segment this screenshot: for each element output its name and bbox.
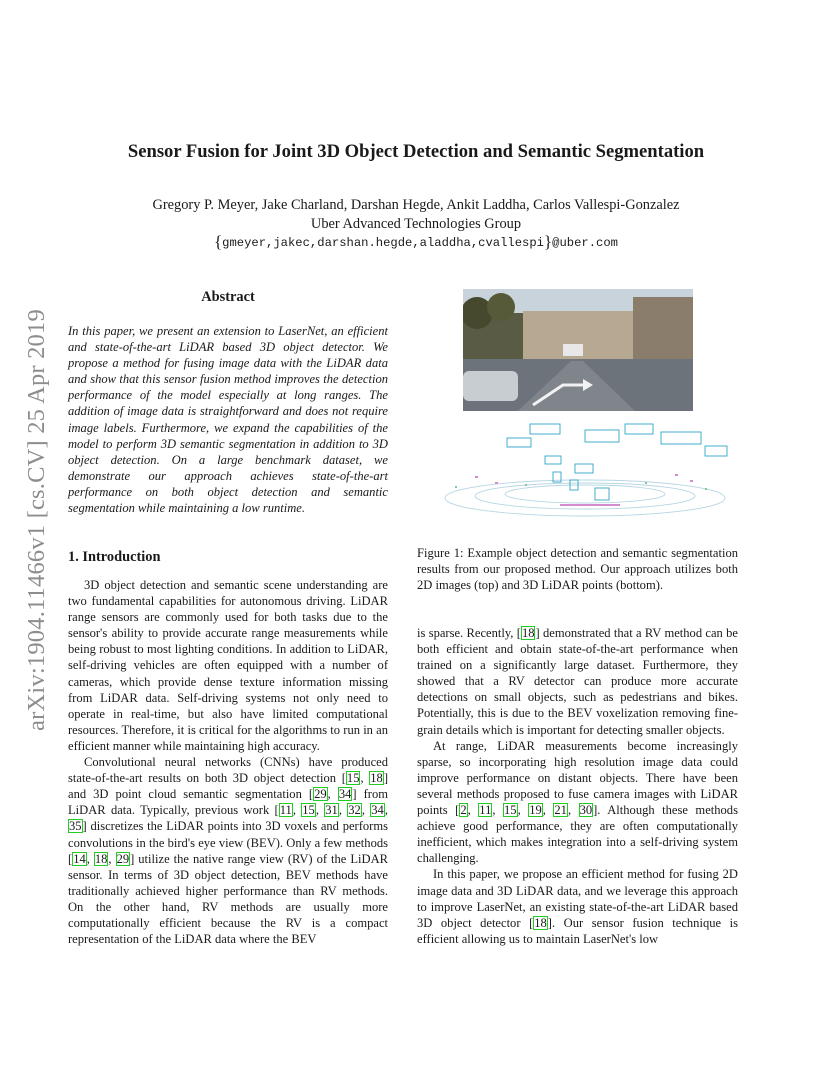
citation-link[interactable]: 14 (73, 851, 86, 866)
affiliation: Uber Advanced Technologies Group (310, 216, 522, 232)
right-paragraph-3: In this paper, we propose an efficient method for fusing 2D image data and 3D LiDAR data, and we leverage this approach to improve LaserNet, an existing state-of-the-art LiDAR based 3D object detector [18]. Our sensor fusion technique is efficient allowing us to maintain LaserNet's low (417, 867, 738, 946)
citation-link[interactable]: 2 (460, 803, 467, 818)
arxiv-side-stamp (22, 285, 52, 755)
right-paragraph-1: is sparse. Recently, [18] demonstrated that a RV method can be both efficient and obtain state-of-the-art performance when trained on a significantly large dataset. Furthermore, they showed that a RV detector can produce more accurate detections on small objects, such as pedestrians and bikes. Potentially, this is due to the BEV voxelization removing fine-grain details which is important for detecting smaller objects. (417, 626, 738, 737)
citation-link[interactable]: 11 (279, 803, 292, 818)
citation-link[interactable]: 11 (479, 803, 492, 818)
citation-link[interactable]: 15 (346, 771, 360, 786)
citation-link[interactable]: 18 (94, 851, 108, 866)
abstract-heading: Abstract (201, 289, 255, 305)
citation-link[interactable]: 34 (371, 803, 384, 818)
introduction-text (68, 577, 388, 947)
citation-link[interactable]: 31 (325, 803, 338, 818)
right-column-text (417, 625, 738, 947)
figure-1 (435, 288, 735, 528)
close-brace-glyph: } (543, 232, 553, 251)
email-domain: @uber.com (552, 236, 618, 250)
lidar-point-cloud (435, 416, 735, 526)
email-handles: gmeyer,jakec,darshan.hegde,aladdha,cvallespi (222, 236, 544, 250)
citation-link[interactable]: 18 (521, 626, 535, 640)
citation-link[interactable]: 18 (534, 915, 547, 930)
citation-link[interactable]: 32 (348, 803, 361, 818)
citation-link[interactable]: 34 (338, 787, 352, 802)
citation-link[interactable]: 18 (370, 771, 383, 786)
abstract-text: In this paper, we present an extension to LaserNet, an efficient and state-of-the-art LiDAR based 3D object detector. We propose a method for fusing image data with the LiDAR data and show that this sensor fusion method improves the detection performance of the model especially at long ranges. The addition of image data is straightforward and does not require image labels. Furthermore, we expand the capabilities of the model to perform 3D semantic segmentation in addition to 3D object detection. On a large benchmark dataset, we demonstrate our approach achieves state-of-the-art performance on both object detection and semantic segmentation while maintaining a low runtime. (68, 324, 388, 516)
citation-link[interactable]: 30 (579, 803, 593, 818)
citation-link[interactable]: 21 (554, 803, 567, 818)
citation-link[interactable]: 15 (504, 803, 517, 818)
author-block (60, 196, 772, 234)
arxiv-identifier: arXiv:1904.11466v1 [cs.CV] 25 Apr 2019 (23, 309, 50, 731)
section-heading-introduction: 1. Introduction (68, 549, 161, 565)
citation-link[interactable]: 35 (69, 819, 82, 834)
intro-paragraph-1: 3D object detection and semantic scene understanding are two fundamental capabilities for autonomous driving. LiDAR range sensors are commonly used for both tasks due to the sensor's ability to provide accurate range measurements while being robust to most lighting conditions. In addition to LiDAR, self-driving vehicles are often equipped with a number of cameras, which provide dense texture information missing from LiDAR data. Self-driving systems not only need to operate in real-time, but also have limited computational resources. Therefore, it is critical for the algorithms to run in an efficient manner while maintaining high accuracy. (68, 578, 388, 753)
citation-link[interactable]: 29 (116, 851, 130, 866)
figure-caption: Figure 1: Example object detection and semantic segmentation results from our proposed method. Our approach utilizes both 2D images (top) and 3D LiDAR points (bottom). (417, 546, 738, 593)
right-paragraph-2: At range, LiDAR measurements become increasingly sparse, so incorporating high resolution image data could improve performance on distant objects. There have been several methods proposed to fuse camera images with LiDAR points [2, 11, 15, 19, 21, 30]. Although these methods achieve good performance, they are often computationally inefficient, which makes integration into a self-driving system challenging. (417, 738, 738, 866)
citation-link[interactable]: 15 (302, 803, 315, 818)
citation-link[interactable]: 29 (314, 787, 327, 802)
street-scene-photo (463, 289, 693, 411)
author-list: Gregory P. Meyer, Jake Charland, Darshan Hegde, Ankit Laddha, Carlos Vallespi-Gonzalez (152, 197, 680, 213)
citation-link[interactable]: 19 (529, 803, 542, 818)
author-emails (60, 232, 772, 252)
open-brace-glyph: { (214, 232, 223, 251)
intro-paragraph-2: Convolutional neural networks (CNNs) have produced state-of-the-art results on both 3D object detection [15, 18] and 3D point cloud semantic segmentation [29, 34] from LiDAR data. Typically, previous work [11, 15, 31, 32, 34, 35] discretizes the LiDAR points into 3D voxels and performs convolutions in the bird's eye view (BEV). Only a few methods [14, 18, 29] utilize the native range view (RV) of the LiDAR sensor. In terms of 3D object detection, BEV methods have traditionally achieved higher performance than RV methods. On the other hand, RV methods are usually more computationally efficient because the RV is a compact representation of the LiDAR data where the BEV (68, 755, 389, 947)
paper-title: Sensor Fusion for Joint 3D Object Detection and Semantic Segmentation (127, 141, 705, 162)
